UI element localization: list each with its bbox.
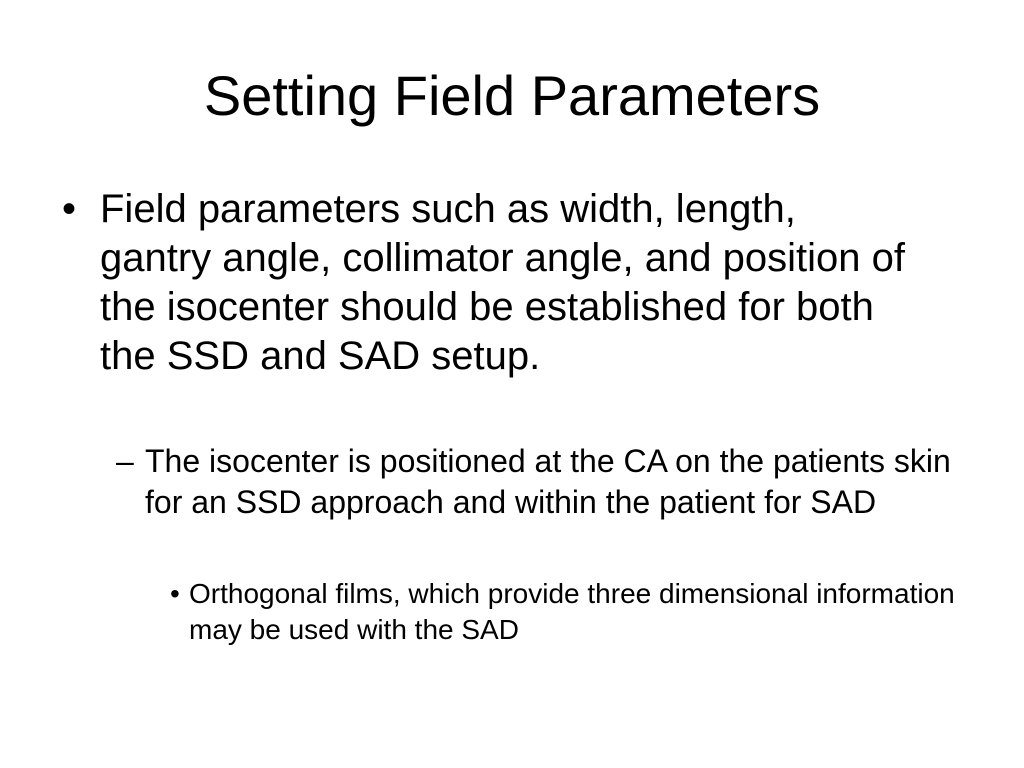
- slide-title: Setting Field Parameters: [203, 64, 821, 127]
- bullet-dash-icon: –: [116, 443, 134, 479]
- bullet-text-isocenter: The isocenter is positioned at the CA on the patients skin for an SSD approach and within the patient for SAD: [145, 443, 951, 520]
- bullet-text-orthogonal-films: Orthogonal films, which provide three dimensional information may be used with the SAD: [189, 578, 955, 645]
- bullet-dot-icon: •: [62, 187, 77, 231]
- bullet-level-3: [170, 576, 970, 648]
- bullet-level-2: [116, 441, 956, 523]
- bullet-dot-icon: •: [170, 578, 180, 609]
- bullet-text-field-parameters: Field parameters such as width, length, gantry angle, collimator angle, and position of the isocenter should be established for both the SSD and SAD setup.: [100, 187, 905, 378]
- bullet-level-1: [62, 185, 912, 381]
